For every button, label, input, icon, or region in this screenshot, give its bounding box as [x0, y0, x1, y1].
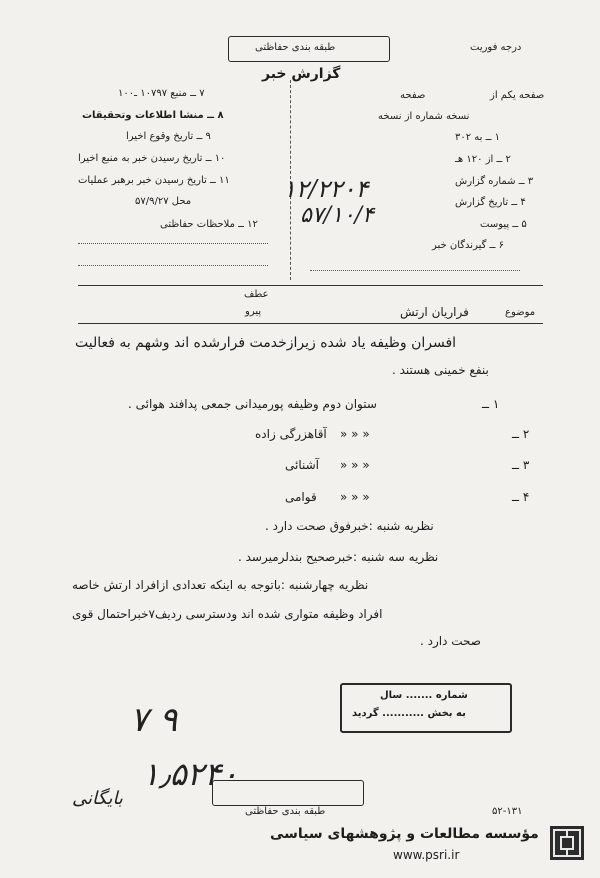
field-source: ۷ ــ منبع ۱۰۷۹۷ ـ۱۰۰ [118, 88, 205, 99]
handwritten-mark-1: ۷ ۹ [130, 700, 178, 740]
upper-rule [78, 285, 543, 286]
item-3-ditto: « « « [340, 458, 370, 472]
institute-url: www.psri.ir [393, 848, 460, 862]
item-1-text: ستوان دوم وظیفه پورمیدانی جمعی پدافند هوائی . [128, 397, 377, 411]
opinion-wednesday: نظریه چهارشنبه :باتوجه به اینکه تعدادی ازافراد ارتش خاصه [72, 578, 369, 592]
field-report-date: ۴ ــ تاریخ گزارش [455, 197, 526, 208]
field-recipients: ۶ ــ گیرندگان خبر [432, 240, 504, 251]
bottom-classification-box [212, 780, 364, 806]
field-source-date: ۱۰ ــ تاریخ رسیدن خبر به منبع اخیرا [78, 153, 226, 164]
field-attachment: ۵ ــ پیوست [480, 219, 527, 230]
body-paragraph-1b: بنفع خمینی هستند . [392, 363, 489, 377]
recipients-dots [310, 270, 520, 271]
page-word: صفحه [400, 90, 426, 101]
item-2-text: آقاهزرگی زاده [255, 427, 327, 441]
opinion-wednesday-2: افراد وظیفه متواری شده اند ودسترسی ردیف۷خبراحتمال قوی [72, 607, 383, 621]
priority-label: درجه فوریت [470, 42, 522, 53]
field-origin: ۸ ــ منشا اطلاعات وتحقیقات [82, 110, 224, 121]
field-security-notes: ۱۲ ــ ملاحظات حفاظتی [160, 219, 258, 230]
opinion-wednesday-3: صحت دارد . [420, 634, 481, 648]
field-leader-date: ۱۱ ــ تاریخ رسیدن خبر برهبر عملیات [78, 175, 230, 186]
notes-dots-1 [78, 243, 268, 244]
subject-rule [78, 323, 543, 324]
field-location: محل ۵۷/۹/۲۷ [135, 196, 192, 207]
item-4-number: ۴ ــ [512, 490, 530, 504]
copy-number: نسخه شماره از نسخه [378, 111, 470, 122]
form-code: ۵۲-۱۳۱ [492, 806, 523, 817]
item-4-text: قوامی [285, 490, 317, 504]
institute-name: مؤسسه مطالعات و پژوهشهای سیاسی [270, 826, 539, 842]
handwritten-date: ۵۷/۱۰/۴ [300, 203, 374, 228]
stamp-line-2: به بخش ........... گردید [352, 708, 466, 719]
bottom-classification: طبقه بندی حفاظتی [245, 806, 326, 817]
notes-dots-2 [78, 265, 268, 266]
field-event-date: ۹ ــ تاریخ وقوع اخیرا [126, 131, 211, 142]
atf-label: عطف [244, 289, 269, 300]
item-2-number: ۲ ــ [512, 427, 530, 441]
field-from: ۲ ــ از ۱۲۰ هـ [455, 154, 511, 165]
handwritten-number-1: ۱۲/۲۲۰۴ [283, 175, 369, 203]
peyro-label: پیرو [245, 306, 262, 317]
item-2-ditto: « « « [340, 427, 370, 441]
page-label: صفحه یکم از [490, 90, 545, 101]
opinion-saturday: نظریه شنبه :خبرفوق صحت دارد . [265, 519, 434, 533]
field-report-number: ۳ ــ شماره گزارش [455, 176, 534, 187]
item-1-number: ۱ ــ [482, 397, 500, 411]
opinion-tuesday: نظریه سه شنبه :خبرصحیح بندلرمیرسد . [238, 550, 439, 564]
top-classification: طبقه بندی حفاظتی [255, 42, 336, 53]
item-4-ditto: « « « [340, 490, 370, 504]
field-to: ۱ ــ به ۳۰۲ [455, 132, 501, 143]
item-3-text: آشنائی [285, 458, 320, 472]
item-3-number: ۳ ــ [512, 458, 530, 472]
institute-logo-icon [550, 826, 584, 860]
handwritten-number-2: ۱٫۵۲۴۰ [142, 755, 239, 793]
subject-label: موضوع [505, 307, 536, 318]
subject-value: فراریان ارتش [400, 305, 469, 319]
stamp-line-1: شماره ....... سال [380, 690, 468, 701]
report-title: گزارش خبر [262, 66, 341, 82]
handwritten-archive: بایگانی [72, 788, 123, 809]
body-paragraph-1: افسران وظیفه یاد شده زیرازخدمت فرارشده اند وشهم به فعالیت [75, 335, 457, 351]
